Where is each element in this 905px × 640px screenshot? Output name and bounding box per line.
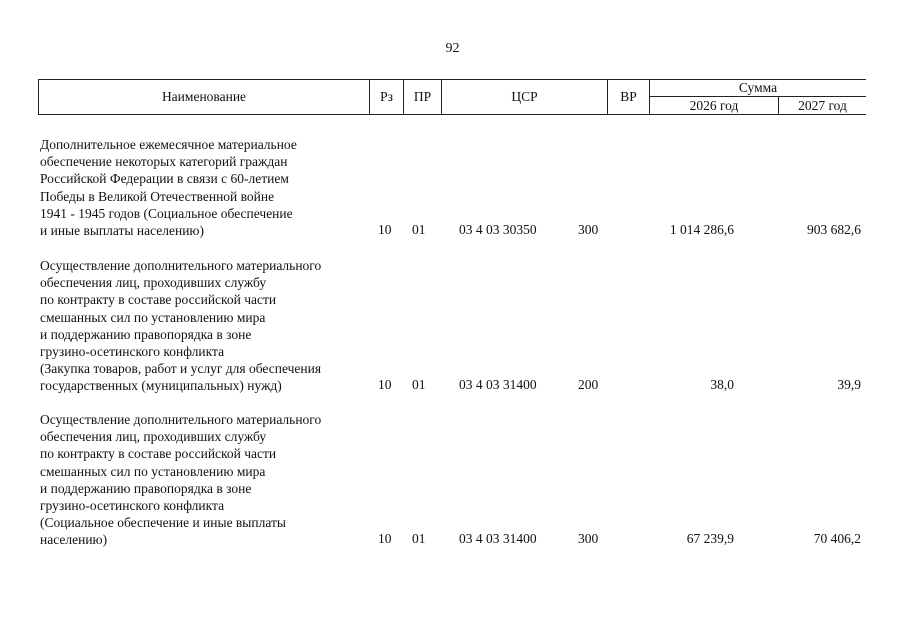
header-year-2026: 2026 год bbox=[650, 97, 779, 114]
header-year-2027: 2027 год bbox=[798, 97, 847, 113]
header-vr: ВР bbox=[608, 80, 650, 114]
row-name bbox=[40, 257, 370, 395]
row-name-line: смешанных сил по установлению мира bbox=[40, 309, 266, 325]
cell-sum-2027: 903 682,6 bbox=[807, 222, 861, 237]
row-name-line: обеспечение некоторых категорий граждан bbox=[40, 154, 288, 170]
cell-sum-2026: 1 014 286,6 bbox=[669, 222, 734, 237]
row-name-line: населению) bbox=[40, 532, 108, 548]
header-sum-title: Сумма bbox=[650, 80, 866, 97]
row-name-line: Российской Федерации в связи с 60-летием bbox=[40, 171, 289, 187]
row-name-line: грузино-осетинского конфликта bbox=[40, 498, 225, 514]
row-name-line: и поддержанию правопорядка в зоне bbox=[40, 326, 252, 342]
cell-rz: 10 bbox=[378, 377, 392, 393]
cell-sum-2026: 67 239,9 bbox=[686, 531, 734, 547]
row-name-line: Дополнительное ежемесячное материальное bbox=[40, 137, 297, 152]
table-header bbox=[38, 79, 866, 115]
header-csr: ЦСР bbox=[442, 80, 608, 114]
row-name bbox=[40, 136, 370, 239]
row-name-line: и поддержанию правопорядка в зоне bbox=[40, 480, 252, 496]
cell-vr: 200 bbox=[578, 377, 599, 393]
cell-sum-2027: 39,9 bbox=[837, 377, 861, 393]
row-name-line: и иные выплаты населению) bbox=[40, 223, 205, 239]
row-name-line: грузино-осетинского конфликта bbox=[40, 344, 225, 360]
row-name-line: по контракту в составе российской части bbox=[40, 446, 277, 462]
cell-pr: 01 bbox=[412, 377, 426, 393]
row-name bbox=[40, 411, 370, 549]
row-name-line: (Закупка товаров, работ и услуг для обеспечения bbox=[40, 361, 322, 377]
row-name-line: Победы в Великой Отечественной войне bbox=[40, 188, 275, 204]
header-name: Наименование bbox=[39, 80, 370, 114]
row-name-line: обеспечения лиц, проходивших службу bbox=[40, 275, 267, 291]
cell-rz: 10 bbox=[378, 531, 392, 547]
cell-csr: 03 4 03 30350 bbox=[459, 222, 537, 237]
row-name-line: обеспечения лиц, проходивших службу bbox=[40, 429, 267, 445]
header-sum bbox=[650, 80, 866, 114]
row-name-line: 1941 - 1945 годов (Социальное обеспечение bbox=[40, 205, 293, 221]
cell-csr: 03 4 03 31400 bbox=[459, 377, 537, 393]
cell-csr: 03 4 03 31400 bbox=[459, 531, 537, 547]
cell-sum-2027: 70 406,2 bbox=[813, 531, 861, 547]
cell-vr: 300 bbox=[578, 222, 599, 237]
row-name-line: смешанных сил по установлению мира bbox=[40, 463, 266, 479]
row-name-line: (Социальное обеспечение и иные выплаты bbox=[40, 515, 286, 531]
page-number: 92 bbox=[445, 41, 460, 56]
cell-vr: 300 bbox=[578, 531, 599, 547]
row-name-line: государственных (муниципальных) нужд) bbox=[40, 378, 282, 394]
cell-sum-2026: 38,0 bbox=[710, 377, 734, 393]
row-name-line: Осуществление дополнительного материального bbox=[40, 412, 322, 427]
row-name-line: по контракту в составе российской части bbox=[40, 292, 277, 308]
row-name-line: Осуществление дополнительного материального bbox=[40, 258, 322, 273]
cell-pr: 01 bbox=[412, 531, 426, 547]
header-rz: Рз bbox=[370, 80, 404, 114]
header-pr: ПР bbox=[404, 80, 442, 114]
cell-pr: 01 bbox=[412, 222, 426, 237]
cell-rz: 10 bbox=[378, 222, 392, 237]
